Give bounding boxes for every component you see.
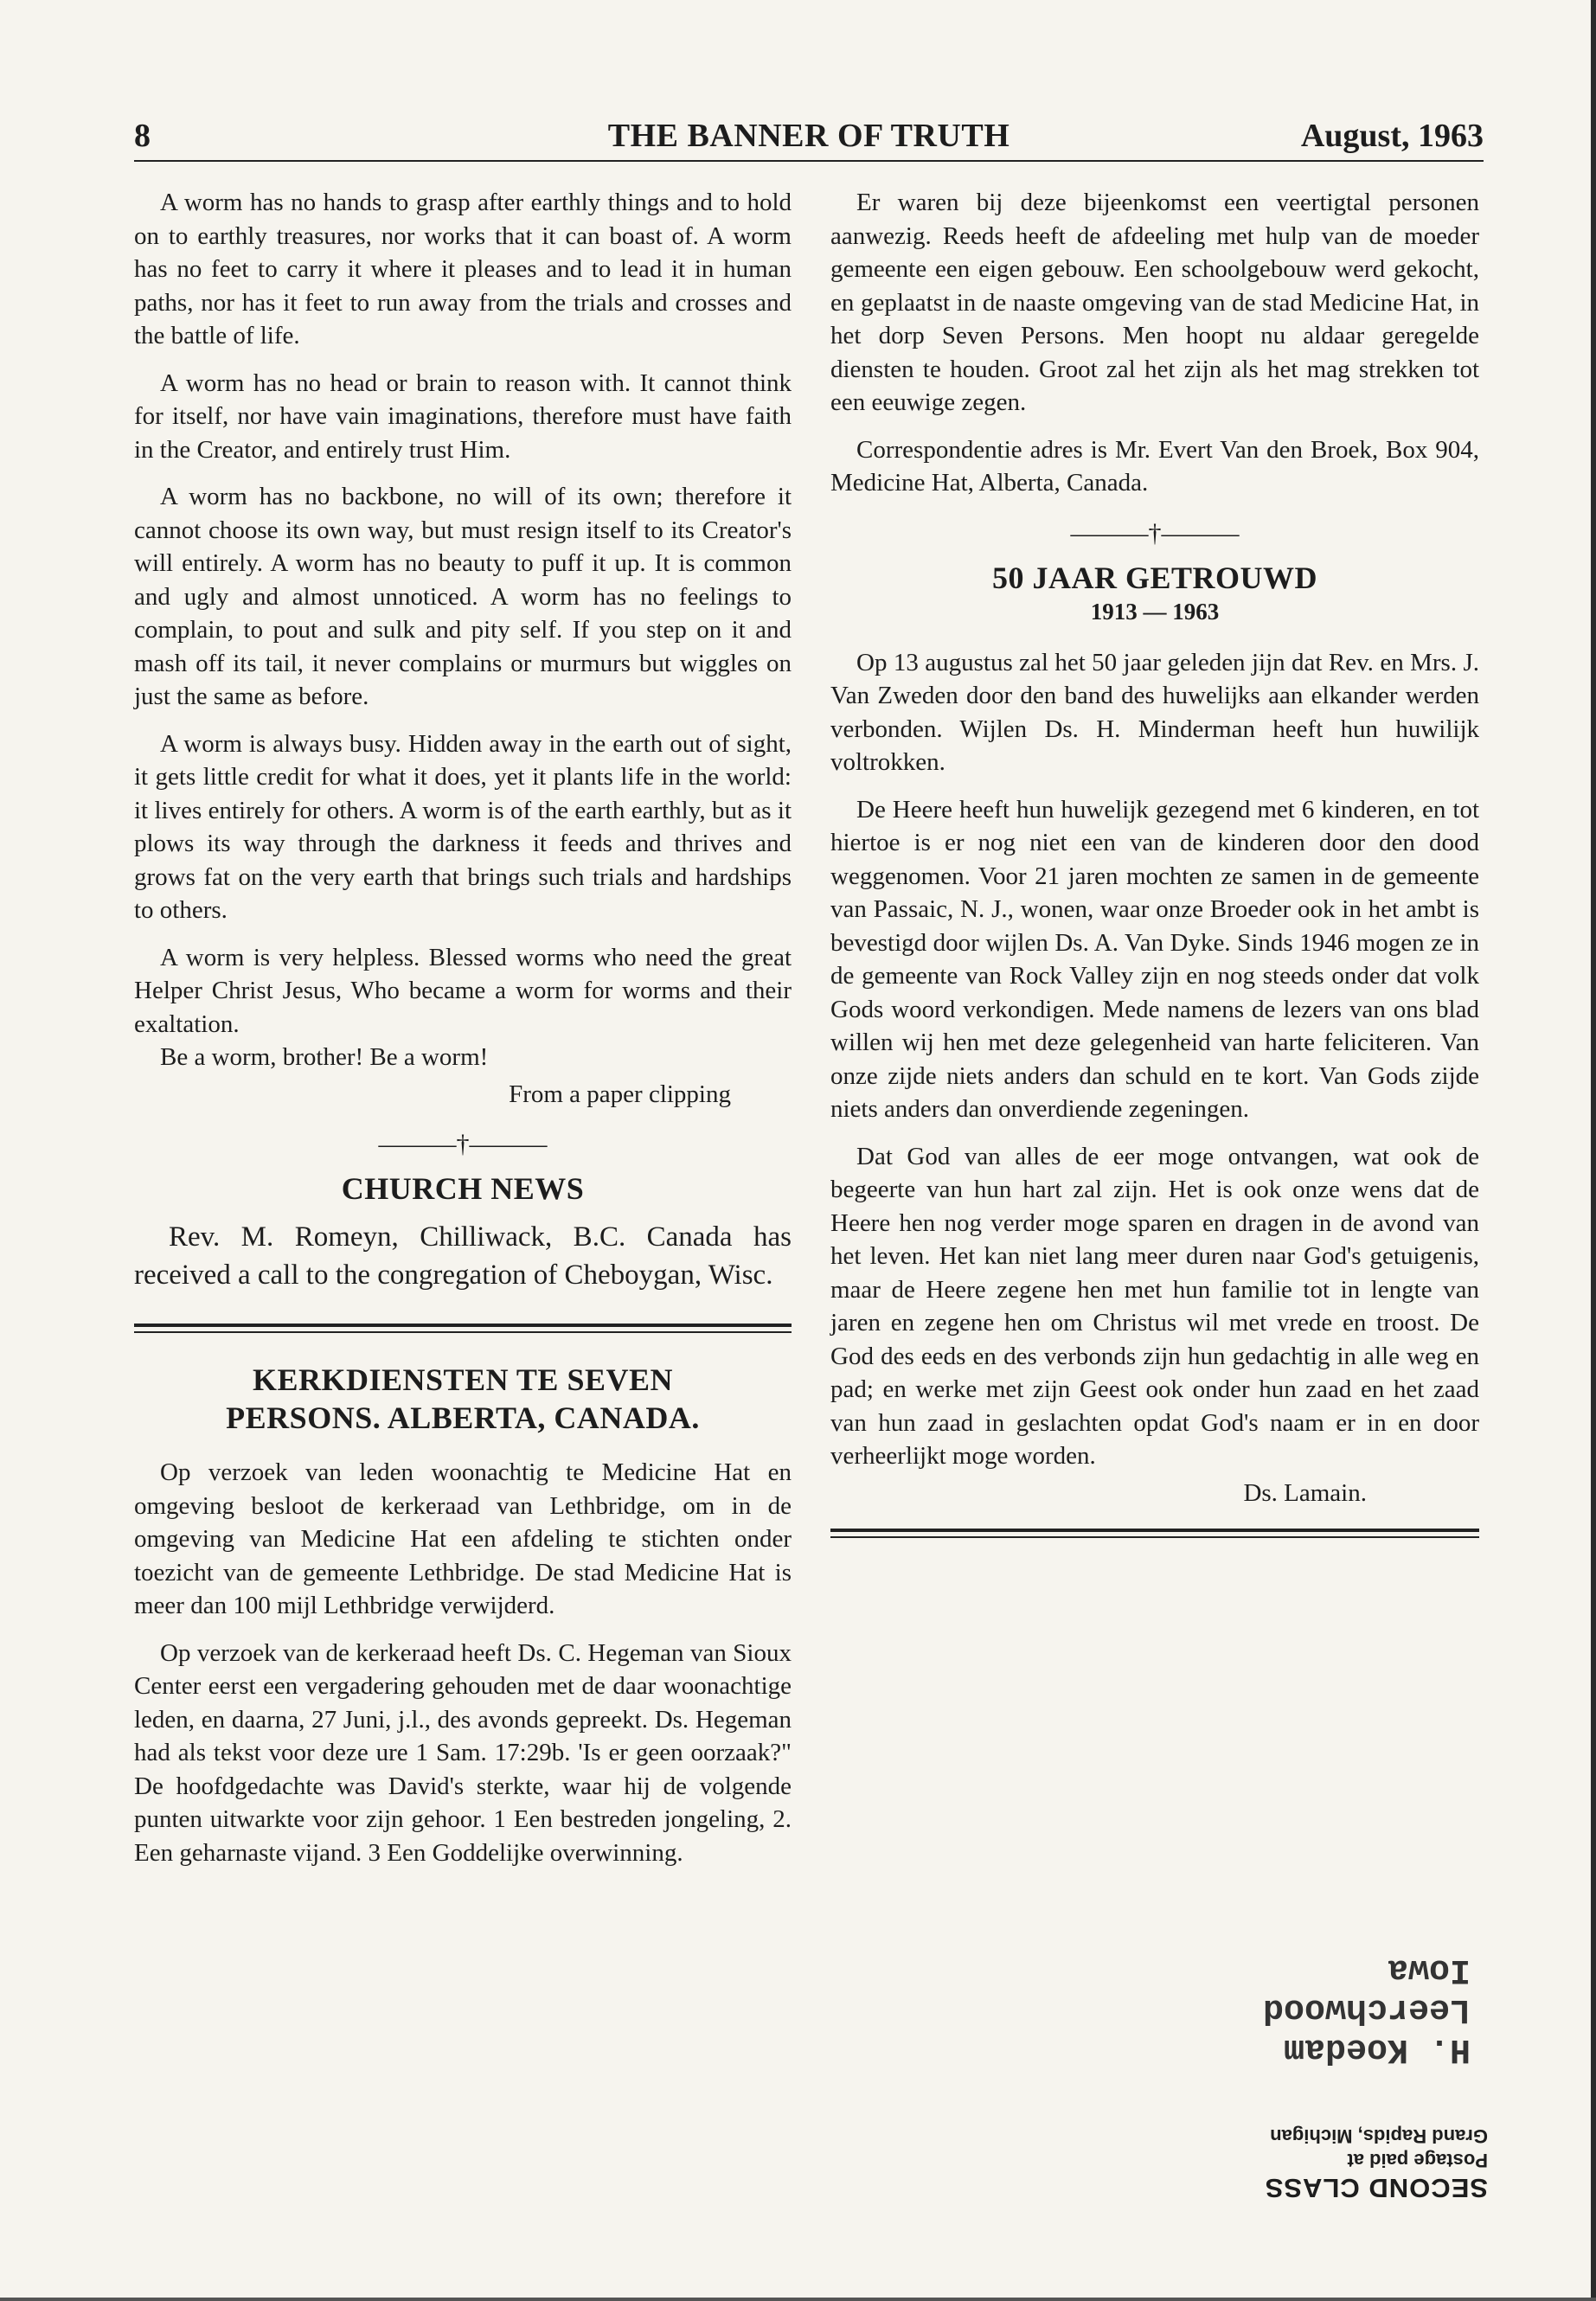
signature: Ds. Lamain. <box>1243 1478 1367 1507</box>
left-column <box>134 186 792 1883</box>
kerkdiensten-heading-line2: PERSONS. ALBERTA, CANADA. <box>226 1400 700 1435</box>
mailing-label <box>1194 1881 1488 2207</box>
kerkdiensten-heading <box>134 1361 792 1437</box>
kerkdiensten-paragraph: Er waren bij deze bijeenkomst een veertigtal personen aanwezig. Reeds heeft de afdeeling met hulp van de moeder gemeente een eigen gebouw. Een schoolgebouw werd gekocht, en geplaatst in de naaste omgeving van de stad Medicine Hat, in het dorp Seven Persons. Men hoopt nu aldaar geregelde diensten te houden. Groot zal het zijn als het mag strekken tot een eeuwige zegen. <box>830 189 1479 416</box>
scan-edge-right <box>1591 0 1596 2301</box>
jubilee-heading: 50 JAAR GETROUWD <box>991 560 1317 595</box>
header-rule <box>134 160 1484 162</box>
attribution: From a paper clipping <box>509 1080 731 1108</box>
postage-city: Grand Rapids, Michigan <box>1270 2125 1488 2147</box>
kerkdiensten-paragraph: Op verzoek van leden woonachtig te Medicine Hat en omgeving besloot de kerkeraad van Lethbridge, om in de omgeving van Medicine Hat een afdeling te stichten onder toezicht van de gemeente Lethbridge. De stad Medicine Hat is meer dan 100 mijl Lethbridge verwijderd. <box>134 1458 792 1619</box>
jubilee-paragraph: Op 13 augustus zal het 50 jaar geleden jijn dat Rev. en Mrs. J. Van Zweden door den band des huwelijks aan elkander werden verbonden. Wijlen Ds. H. Minderman heeft hun huwilijk voltrokken. <box>830 648 1479 776</box>
jubilee-paragraph: Dat God van alles de eer moge ontvangen, wat ook de begeerte van hun hart zal zijn. Het is ook onze wens dat de Heere hen nog verder moge sparen en dragen in de avond van het leven. Het kan niet lang meer duren naar God's getuigenis, maar de Heere zegene hen met hun familie tot in lengte van jaren en zegene hen om Christus wil met vrede en troost. De God des eeds en des verbonds zijn hun gedachtig in alle weg en pad; en werke met zijn Geest ook onder hun zaad en het zaad van hun zaad in geslachten opdat God's naam er in en door verheerlijkt moge worden. <box>830 1142 1479 1470</box>
cross-separator: ———†——— <box>378 1130 548 1158</box>
page-header <box>134 117 1484 160</box>
scan-edge-bottom <box>0 2298 1596 2301</box>
worm-paragraph: A worm is very helpless. Blessed worms who need the great Helper Christ Jesus, Who became a worm for worms and their exaltation. <box>134 943 792 1038</box>
publication-title: THE BANNER OF TRUTH <box>607 118 1010 154</box>
church-news-heading: CHURCH NEWS <box>341 1171 585 1206</box>
worm-paragraph: A worm has no head or brain to reason with. It cannot think for itself, nor have vain imaginations, therefore must have faith in the Creator, and entirely trust Him. <box>134 369 792 464</box>
worm-paragraph: A worm has no hands to grasp after earthly things and to hold on to earthly treasures, nor works that it can boast of. A worm has no feet to carry it where it pleases and to lead it in human paths, nor has it feet to run away from the trials and crosses and the battle of life. <box>134 189 792 349</box>
postage-line: Postage paid at <box>1347 2150 1488 2171</box>
church-news-text: Rev. M. Romeyn, Chilliwack, B.C. Canada has received a call to the congregation of Cheboygan, Wisc. <box>134 1221 792 1291</box>
address-line: H. Koedam <box>1283 2029 1471 2068</box>
kerkdiensten-heading-line1: KERKDIENSTEN TE SEVEN <box>253 1362 673 1397</box>
issue-date: August, 1963 <box>1300 118 1484 154</box>
right-column <box>830 186 1479 1566</box>
page-number: 8 <box>134 118 151 154</box>
address-line: Iowa <box>1387 1950 1471 1989</box>
worm-paragraph: A worm has no backbone, no will of its own; therefore it cannot choose its own way, but must resign itself to its Creator's will entirely. A worm has no beauty to puff it up. It is common and ugly and almost unnoticed. A worm has no feelings to complain, to pout and sulk and pity self. If you step on it and mash off its tail, it never complains or murmurs but wiggles on just the same as before. <box>134 483 792 710</box>
section-divider <box>830 1529 1479 1538</box>
address-line: Leerchwood <box>1262 1990 1471 2029</box>
worm-paragraph: A worm is always busy. Hidden away in the earth out of sight, it gets little credit for what it does, yet it plants life in the world: it lives entirely for others. A worm is of the earth earthly, but as it plows its way through the darkness it feeds and thrives and grows fat on the very earth that brings such trials and hardships to others. <box>134 729 792 924</box>
section-divider <box>134 1324 792 1333</box>
jubilee-paragraph: De Heere heeft hun huwelijk gezegend met 6 kinderen, en tot hiertoe is er nog niet een van de kinderen door den dood weggenomen. Voor 21 jaren mochten ze samen in de gemeente van Passaic, N. J., wonen, waar onze Broeder ook in het ambt is bevestigd door wijlen Ds. A. Van Dyke. Sinds 1946 mogen ze in de gemeente van Rock Valley zijn en nog steeds onder dat volk Gods woord verkondigen. Mede namens de lezers van ons blad willen wij hen met deze gelegenheid van harte feliciteren. Van onze zijde niets anders dan schuld en te kort. Van Gods zijde niets anders dan onverdiende zegeningen. <box>830 795 1479 1123</box>
postal-class: SECOND CLASS <box>1264 2173 1488 2203</box>
correspondence-address: Correspondentie adres is Mr. Evert Van den Broek, Box 904, Medicine Hat, Alberta, Canada. <box>830 435 1479 497</box>
cross-separator: ———†——— <box>1070 518 1240 548</box>
subscriber-address <box>1194 1949 1471 2068</box>
kerkdiensten-paragraph: Op verzoek van de kerkeraad heeft Ds. C. Hegeman van Sioux Center eerst een vergadering gehouden met de daar woonachtige leden, en daarna, 27 Juni, j.l., des avonds gepreekt. Ds. Hegeman had als tekst voor deze ure 1 Sam. 17:29b. 'Is er geen oorzaak?" De hoofdgedachte was David's sterkte, waar hij de volgende punten uitwarkte voor zijn gehoor. 1 Een bestreden jongeling, 2. Een geharnaste vijand. 3 Een Goddelijke overwinning. <box>134 1638 792 1867</box>
closing-line: Be a worm, brother! Be a worm! <box>160 1043 489 1071</box>
jubilee-years: 1913 — 1963 <box>1090 598 1220 625</box>
